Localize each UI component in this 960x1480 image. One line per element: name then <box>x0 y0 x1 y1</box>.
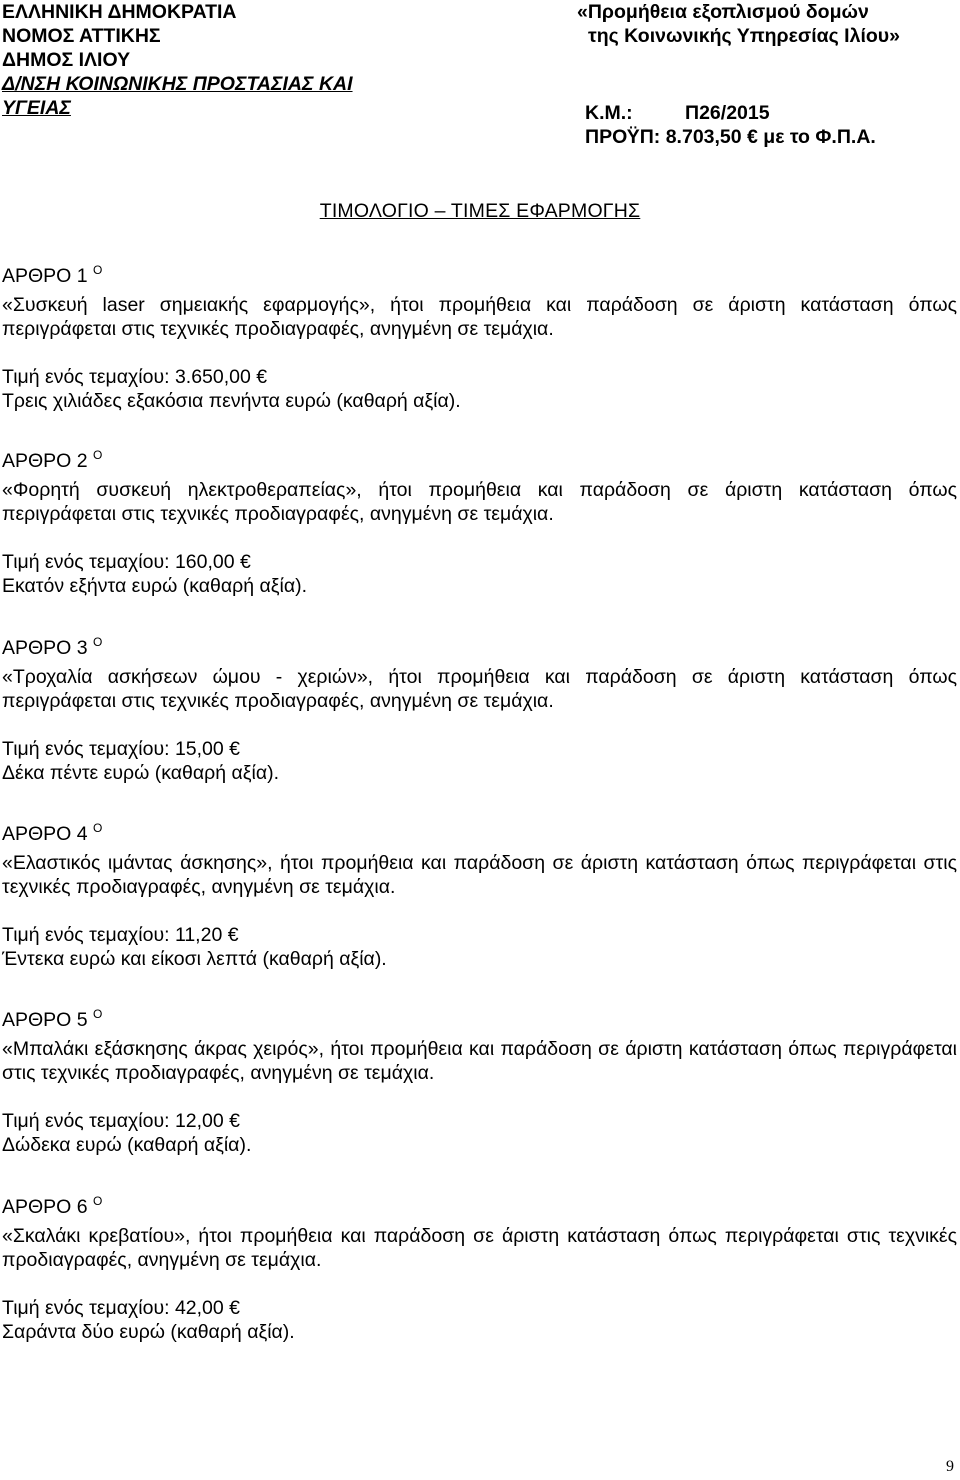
project-budget: ΠΡΟΫΠ: 8.703,50 € με το Φ.Π.Α. <box>585 126 876 148</box>
project-code-label: Κ.Μ.: <box>585 102 633 124</box>
article-ordinal: Ο <box>93 635 103 649</box>
article-description: «Συσκευή laser σημειακής εφαρμογής», ήτοι προμήθεια και παράδοση σε άριστη κατάσταση όπως περιγράφεται στις τεχνικές προδιαγραφές, ανηγμένη σε τεμάχια. <box>2 294 957 340</box>
article-description: «Μπαλάκι εξάσκησης άκρας χειρός», ήτοι προμήθεια και παράδοση σε άριστη κατάσταση όπως περιγράφεται στις τεχνικές προδιαγραφές, ανηγμένη σε τεμάχια. <box>2 1038 957 1084</box>
article-6 <box>2 1189 957 1344</box>
article-4 <box>2 816 957 971</box>
article-description: «Τροχαλία ασκήσεων ώμου - χεριών», ήτοι προμήθεια και παράδοση σε άριστη κατάσταση όπως περιγράφεται στις τεχνικές προδιαγραφές, ανηγμένη σε τεμάχια. <box>2 666 957 712</box>
article-title: ΑΡΘΡΟ 5 $^O$ <box>2 1007 103 1031</box>
article-price: Τιμή ενός τεμαχίου: 3.650,00 € <box>2 366 268 388</box>
article-price-words: Δώδεκα ευρώ (καθαρή αξία). <box>2 1134 252 1156</box>
article-ordinal: Ο <box>93 1194 103 1208</box>
article-price-words: Έντεκα ευρώ και είκοσι λεπτά (καθαρή αξία). <box>2 948 387 970</box>
article-title: ΑΡΘΡΟ 3 $^O$ <box>2 635 103 659</box>
article-price-words: Σαράντα δύο ευρώ (καθαρή αξία). <box>2 1321 295 1343</box>
article-1 <box>2 258 957 413</box>
article-price: Τιμή ενός τεμαχίου: 12,00 € <box>2 1110 240 1132</box>
article-ordinal: Ο <box>93 263 103 277</box>
article-5 <box>2 1002 957 1157</box>
article-title: ΑΡΘΡΟ 1 $^O$ <box>2 263 103 287</box>
issuer-directorate-line2: ΥΓΕΙΑΣ <box>2 97 71 119</box>
article-price-words: Δέκα πέντε ευρώ (καθαρή αξία). <box>2 762 279 784</box>
issuer-prefecture: ΝΟΜΟΣ ΑΤΤΙΚΗΣ <box>2 25 161 47</box>
article-ordinal: Ο <box>93 448 103 462</box>
article-ordinal: Ο <box>93 1007 103 1021</box>
project-title-line2: της Κοινωνικής Υπηρεσίας Ιλίου» <box>588 25 900 47</box>
article-price: Τιμή ενός τεμαχίου: 11,20 € <box>2 924 239 946</box>
issuer-country: ΕΛΛΗΝΙΚΗ ΔΗΜΟΚΡΑΤΙΑ <box>2 1 237 23</box>
article-price-words: Τρεις χιλιάδες εξακόσια πενήντα ευρώ (καθαρή αξία). <box>2 390 461 412</box>
article-description: «Φορητή συσκευή ηλεκτροθεραπείας», ήτοι προμήθεια και παράδοση σε άριστη κατάσταση όπως περιγράφεται στις τεχνικές προδιαγραφές, ανηγμένη σε τεμάχια. <box>2 479 957 525</box>
project-title-line1: «Προμήθεια εξοπλισμού δομών <box>577 1 869 23</box>
article-price: Τιμή ενός τεμαχίου: 160,00 € <box>2 551 251 573</box>
article-title: ΑΡΘΡΟ 6 $^O$ <box>2 1194 103 1218</box>
issuer-directorate-line1: Δ/ΝΣΗ ΚΟΙΝΩΝΙΚΗΣ ΠΡΟΣΤΑΣΙΑΣ ΚΑΙ <box>2 73 353 95</box>
article-price-words: Εκατόν εξήντα ευρώ (καθαρή αξία). <box>2 575 308 597</box>
article-title: ΑΡΘΡΟ 4 $^O$ <box>2 821 103 845</box>
issuer-block <box>2 0 353 120</box>
document-title: ΤΙΜΟΛΟΓΙΟ – ΤΙΜΕΣ ΕΦΑΡΜΟΓΗΣ <box>319 200 641 222</box>
article-title: ΑΡΘΡΟ 2 $^O$ <box>2 448 103 472</box>
page-number: 9 <box>946 1458 954 1475</box>
article-description: «Ελαστικός ιμάντας άσκησης», ήτοι προμήθεια και παράδοση σε άριστη κατάσταση όπως περιγράφεται στις τεχνικές προδιαγραφές, ανηγμένη σε τεμάχια. <box>2 852 957 898</box>
article-2 <box>2 443 957 598</box>
article-price: Τιμή ενός τεμαχίου: 15,00 € <box>2 738 240 760</box>
project-code <box>585 101 770 125</box>
article-3 <box>2 630 957 785</box>
article-description: «Σκαλάκι κρεβατίου», ήτοι προμήθεια και παράδοση σε άριστη κατάσταση όπως περιγράφεται στις τεχνικές προδιαγραφές, ανηγμένη σε τεμάχια. <box>2 1225 957 1271</box>
issuer-municipality: ΔΗΜΟΣ ΙΛΙΟΥ <box>2 49 131 71</box>
article-price: Τιμή ενός τεμαχίου: 42,00 € <box>2 1297 240 1319</box>
article-ordinal: Ο <box>93 821 103 835</box>
project-code-value: Π26/2015 <box>685 102 770 124</box>
